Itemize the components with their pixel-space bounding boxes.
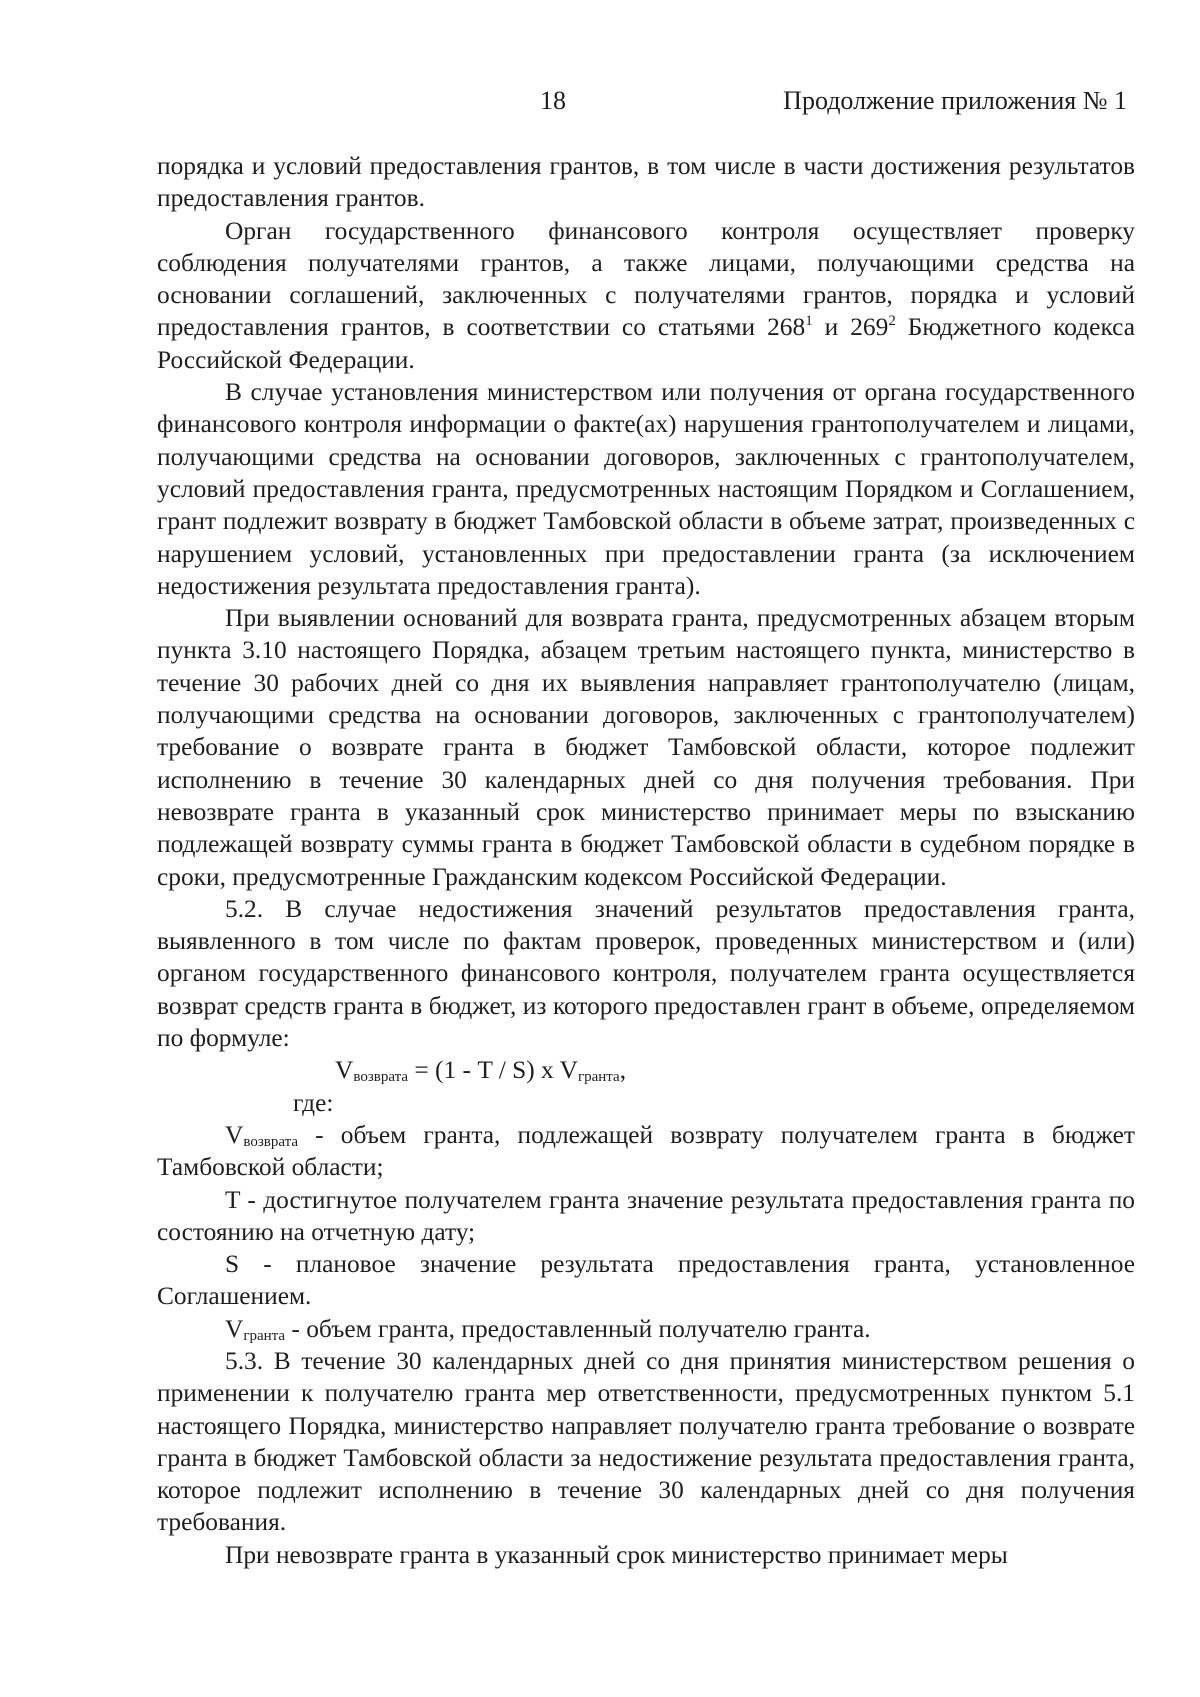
paragraph-text: Бюджетного кодекса Российской Федерации. — [157, 313, 1135, 374]
paragraph-5-3: 5.3. В течение 30 календарных дней со дня принятия министерством решения о применении к получателю гранта мер ответственности, предусмотренных пунктом 5.1 настоящего Порядка, министерство направляет получателю гранта требование о возврате гранта в бюджет Тамбовской области за недостижение результата предоставления гранта, которое подлежит исполнению в течение 30 календарных дней со дня получения требования. — [157, 1346, 1135, 1537]
superscript: 1 — [805, 313, 813, 330]
paragraph-5-2: 5.2. В случае недостижения значений результатов предоставления гранта, выявленного в том числе по фактам проверок, проведенных министерством и (или) органом государственного финансового контроля, получателем гранта осуществляется возврат средств гранта в бюджет, из которого предоставлен грант в объеме, определяемом по формуле: — [157, 894, 1135, 1053]
definition-subscript: возврата — [243, 1133, 298, 1150]
definition-t: T - достигнутое получателем гранта значение результата предоставления гранта по состоянию на отчетную дату; — [157, 1185, 1135, 1246]
paragraph-violation-return: В случае установления министерством или получения от органа государственного финансового контроля информации о факте(ах) нарушения грантополучателем и лицами, получающими средства на основании договоров, заключенных с грантополучателем, условий предоставления гранта, предусмотренных настоящим Порядком и Соглашением, грант подлежит возврату в бюджет Тамбовской области в объеме затрат, произведенных с нарушением условий, установленных при предоставлении гранта (за исключением недостижения результата предоставления гранта). — [157, 378, 1135, 600]
formula-subscript: гранта — [577, 1069, 620, 1086]
return-formula — [157, 1054, 1135, 1086]
definition-v-grant — [157, 1313, 1135, 1345]
document-body — [157, 150, 1135, 1571]
paragraph-text: и 269 — [812, 313, 889, 342]
definition-symbol: V — [225, 1120, 244, 1149]
where-label: где: — [293, 1088, 334, 1117]
definition-v-return — [157, 1119, 1135, 1184]
page-header — [0, 86, 1200, 126]
definition-text: - объем гранта, подлежащей возврату получателем гранта в бюджет Тамбовской области; — [157, 1120, 1135, 1182]
definition-symbol: V — [225, 1314, 244, 1343]
formula-body: = (1 - T / S) x V — [408, 1056, 578, 1085]
paragraph-continuation: порядка и условий предоставления грантов, в том числе в части достижения результатов предоставления грантов. — [157, 152, 1135, 213]
appendix-continuation-title: Продолжение приложения № 1 — [783, 86, 1127, 115]
formula-end: , — [619, 1056, 627, 1085]
page-number: 18 — [540, 86, 566, 115]
paragraph-return-requirement: При выявлении оснований для возврата гранта, предусмотренных абзацем вторым пункта 3.10 настоящего Порядка, абзацем третьим настоящего пункта, министерство в течение 30 рабочих дней со дня их выявления направляет грантополучателю (лицам, получающими средства на основании договоров, заключенных с грантополучателем) требование о возврате гранта в бюджет Тамбовской области, которое подлежит исполнению в течение 30 календарных дней со дня получения требования. При невозврате гранта в указанный срок министерство принимает меры по взысканию подлежащей возврату суммы гранта в бюджет Тамбовской области в судебном порядке в сроки, предусмотренные Гражданским кодексом Российской Федерации. — [157, 604, 1135, 891]
definition-s: S - плановое значение результата предоставления гранта, установленное Соглашением. — [157, 1250, 1135, 1311]
formula-v: V — [335, 1056, 354, 1085]
definition-text: - объем гранта, предоставленный получателю гранта. — [285, 1314, 871, 1343]
paragraph-text: Орган государственного финансового контроля осуществляет проверку соблюдения получателями грантов, а также лицами, получающими средства на основании соглашений, заключенных с получателями грантов, порядка и условий предоставления грантов, в соответствии со статьями 268 — [157, 216, 1135, 342]
superscript: 2 — [888, 313, 896, 330]
definition-subscript: гранта — [243, 1327, 286, 1344]
paragraph-financial-control — [157, 215, 1135, 376]
formula-subscript: возврата — [353, 1069, 408, 1086]
paragraph-final: При невозврате гранта в указанный срок министерство принимает меры — [225, 1540, 1008, 1569]
